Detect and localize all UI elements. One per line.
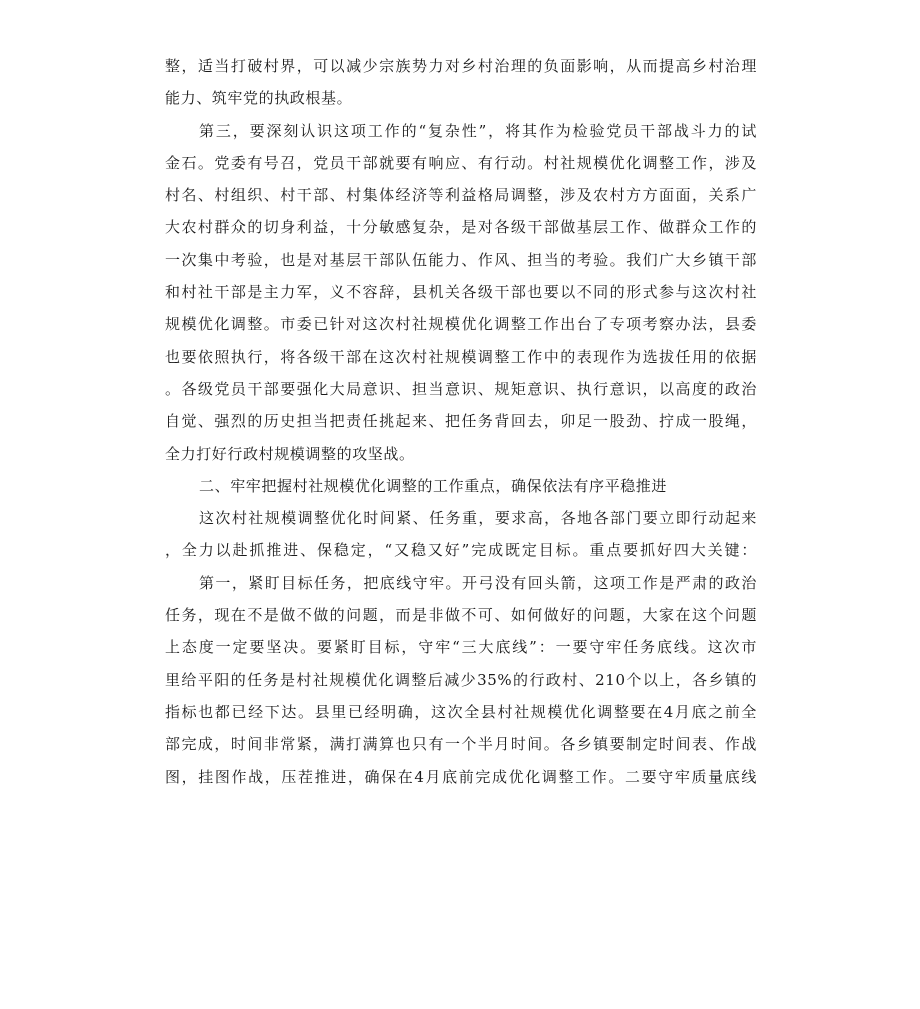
text-line: 一次集中考验，也是对基层干部队伍能力、作风、担当的考验。我们广大乡镇干部 (165, 250, 757, 269)
text-line: 指标也都已经下达。县里已经明确，这次全县村社规模优化调整要在4月底之前全 (165, 702, 757, 721)
paragraph-first-start: 第一，紧盯目标任务，把底线守牢。开弓没有回头箭，这项工作是严肃的政治 (199, 573, 757, 592)
paragraph-third-start: 第三，要深刻认识这项工作的“复杂性”，将其作为检验党员干部战斗力的试 (199, 121, 757, 140)
text-line: 。各级党员干部要强化大局意识、担当意识、规矩意识、执行意识，以高度的政治 (165, 379, 757, 398)
text-line: 自觉、强烈的历史担当把责任挑起来、把任务背回去，卯足一股劲、拧成一股绳， (165, 412, 757, 431)
text-line: 整，适当打破村界，可以减少宗族势力对乡村治理的负面影响，从而提高乡村治理 (165, 57, 757, 75)
text-line: 上态度一定要坚决。要紧盯目标，守牢“三大底线”：一要守牢任务底线。这次市 (165, 638, 757, 657)
text-line: 也要依照执行，将各级干部在这次村社规模调整工作中的表现作为选拔任用的依据 (165, 347, 757, 366)
text-line: 里给平阳的任务是村社规模优化调整后减少35%的行政村、210个以上，各乡镇的 (165, 670, 757, 689)
text-line: 部完成，时间非常紧，满打满算也只有一个半月时间。各乡镇要制定时间表、作战 (165, 735, 757, 754)
body-text (165, 50, 757, 793)
text-line: 村名、村组织、村干部、村集体经济等利益格局调整，涉及农村方方面面，关系广 (165, 186, 757, 205)
text-line: ，全力以赴抓推进、保稳定，“又稳又好”完成既定目标。重点要抓好四大关键： (165, 541, 757, 560)
text-line: 能力、筑牢党的执政根基。 (165, 89, 353, 108)
section-heading: 二、牢牢把握村社规模优化调整的工作重点，确保依法有序平稳推进 (199, 476, 668, 495)
text-line: 任务，现在不是做不做的问题，而是非做不可、如何做好的问题，大家在这个问题 (165, 606, 757, 625)
text-line: 图，挂图作战，压茬推进，确保在4月底前完成优化调整工作。二要守牢质量底线 (165, 767, 757, 786)
text-line: 和村社干部是主力军，义不容辞，县机关各级干部也要以不同的形式参与这次村社 (165, 283, 757, 302)
paragraph-intro-start: 这次村社规模调整优化时间紧、任务重，要求高，各地各部门要立即行动起来 (199, 509, 757, 528)
text-line: 大农村群众的切身利益，十分敏感复杂，是对各级干部做基层工作、做群众工作的 (165, 218, 757, 237)
text-line: 规模优化调整。市委已针对这次村社规模优化调整工作出台了专项考察办法，县委 (165, 315, 757, 334)
text-line: 金石。党委有号召，党员干部就要有响应、有行动。村社规模优化调整工作，涉及 (165, 153, 757, 172)
text-line: 全力打好行政村规模调整的攻坚战。 (165, 444, 415, 463)
